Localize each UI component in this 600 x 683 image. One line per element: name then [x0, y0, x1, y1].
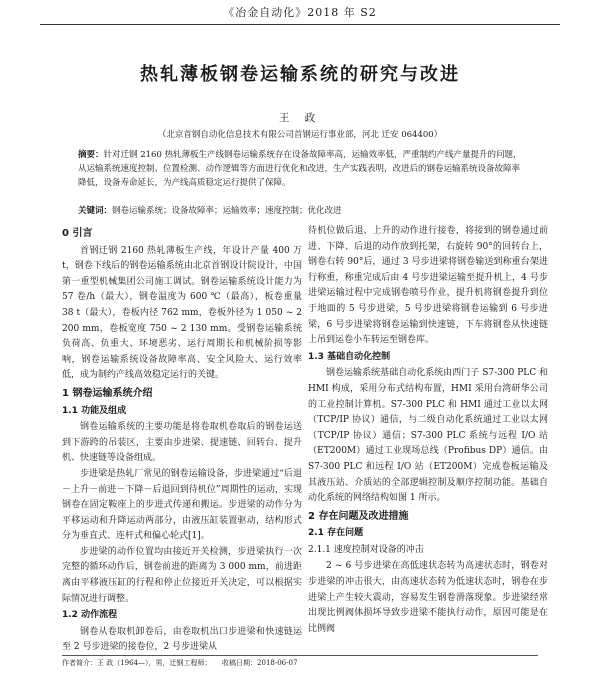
section-1-3-heading: 1.3 基础自动化控制: [308, 351, 391, 362]
section-0-heading: 0 引言: [62, 228, 93, 239]
section-1-3-paragraph-1: 钢卷运输系统基础自动化系统由西门子 S7-300 PLC 和 HMI 构成，采用分布式结构布置，HMI 采用台湾研华公司的工业控制计算机。S7-300 PLC 和 HMI 通过工业以太网（TCP/IP 协议）通信，与二级自动化系统通过工业以太网（TCP/IP 协议）通信；S7-300 PLC 系统与远程 I/O 站（ET200M）通过工业现场总线（Profibus DP）通信。由 S7-300 PLC 和远程 I/O 站（ET200M）完成卷板运输及其液压站、介质站的全部逻辑控制及顺序控制功能。基础自动化系统的网络结构如图 1 所示。: [308, 368, 548, 504]
right-column: [308, 224, 548, 634]
journal-header: 《冶金自动化》2018 年 S2: [40, 4, 560, 25]
section-1-1-paragraph-3: 步进梁的动作位置均由接近开关检测，步进梁执行一次完整的循环动作后，钢卷前进的距离为 3 000 mm，前进距离由平移液压缸的行程和停止位接近开关决定，可以根据实际情况进行调整。: [62, 546, 302, 604]
section-2-heading: 2 存在问题及改进措施: [308, 510, 409, 522]
author-affiliation: （北京首钢自动化信息技术有限公司首钢运行事业部，河北 迁安 064400）: [157, 130, 443, 140]
abstract-label: 摘要：: [78, 150, 104, 160]
abstract: [78, 148, 522, 190]
section-2-1-heading: 2.1 存在问题: [308, 528, 364, 539]
left-column: [62, 224, 302, 653]
keywords-text: 钢卷运输系统；设备故障率；运输效率；速度控制；优化改进: [112, 206, 342, 216]
section-1-2-heading: 1.2 动作流程: [62, 610, 118, 621]
section-1-1-paragraph-1: 钢卷运输系统的主要功能是将卷取机卷取后的钢卷运送到下游跨的吊装区，主要由步进梁、提速链、回转台、提升机、快速链等设备组成。: [62, 422, 302, 464]
section-1-1-heading: 1.1 功能及组成: [62, 405, 127, 416]
section-1-2-paragraph-continued: 待机位做后退、上升的动作进行接卷，将接到的钢卷通过前进、下降、后退的动作放到托架，右旋转 90°的回转台上，钢卷右转 90°后，通过 3 号步进梁将钢卷输送到称重台架进行称重，称重完成后由 4 号步进梁运输至提升机上，4 号步进梁运输过程中完成钢卷喷号作业，提升机将钢卷提升到位于地面的 5 号步进梁，5 号步进梁将钢卷运输到 6 号步进梁，6 号步进梁将钢卷运输到快速链，下车将钢卷从快速链上吊到运卷小车转运至钢卷库。: [308, 226, 548, 346]
section-1-2-paragraph-1: 钢卷从卷取机卸卷后，由卷取机出口步进梁和快速链运至 2 号步进梁的接卷位，2 号步进梁从: [62, 626, 302, 653]
author-name: 王 政: [278, 112, 322, 124]
abstract-text: 针对迁钢 2160 热轧薄板生产线钢卷运输系统存在设备故障率高，运输效率低，严重制约产线产量提升的问题，从运输系统速度控制、位置检测、动作逻辑等方面进行优化和改进，生产实践表明，改进后的钢卷运输系统设备故障率降低，设备寿命延长，为产线高质稳定运行提供了保障。: [78, 150, 522, 188]
section-1-1-paragraph-2: 步进梁是热轧厂常见的钢卷运输设备，步进梁通过“后退－上升－前进－下降－后退回到待机位”周期性的运动，实现钢卷在固定鞍座上的步进式传递和搬运。步进梁的动作分为平移运动和升降运动两部分，由液压缸装置驱动，结构形式分为垂直式、连杆式和偏心轮式[1]。: [62, 468, 302, 542]
section-1-heading: 1 钢卷运输系统介绍: [62, 387, 153, 399]
section-2-1-1-heading: 2.1.1 速度控制对设备的冲击: [308, 544, 424, 555]
keywords: [78, 204, 522, 218]
author-footnote: 作者简介：王 政（1964—），男，迁钢工程师； 收稿日期：2018-06-07: [62, 655, 538, 668]
paper-title: 热轧薄板钢卷运输系统的研究与改进: [140, 64, 460, 85]
section-2-1-1-paragraph-1: 2 ~ 6 号步进梁在高低速状态转为高速状态时，钢卷对步进梁的冲击很大，由高速状态转为低速状态时，钢卷在步进梁上产生较大震动，容易发生钢卷滑落现象。步进梁经常出现比例阀体损坏导致步进梁不能执行动作，原因可能是在比例阀: [308, 561, 548, 634]
keywords-label: 关键词：: [78, 206, 113, 216]
section-0-paragraph-1: 首钢迁钢 2160 热轧薄板生产线，年设计产量 400 万 t，钢卷下线后的钢卷运输系统由北京首钢设计院设计，中国第一重型机械集团公司施工调试。钢卷运输系统设计能力为 57 卷/h（最大），钢卷温度为 600 ℃（最高），板卷重量 38 t（最大），卷板内径 762 mm，卷板外径为 1 050 ~ 2 200 mm，卷板宽度 750 ~ 2 130 mm。受钢卷运输系统负荷高、负重大、环境恶劣、运行周期长和机械阶损等影响，钢卷运输系统设备故障率高、安全风险大、运行效率低，成为制约产线高效稳定运行的关键。: [62, 245, 302, 381]
